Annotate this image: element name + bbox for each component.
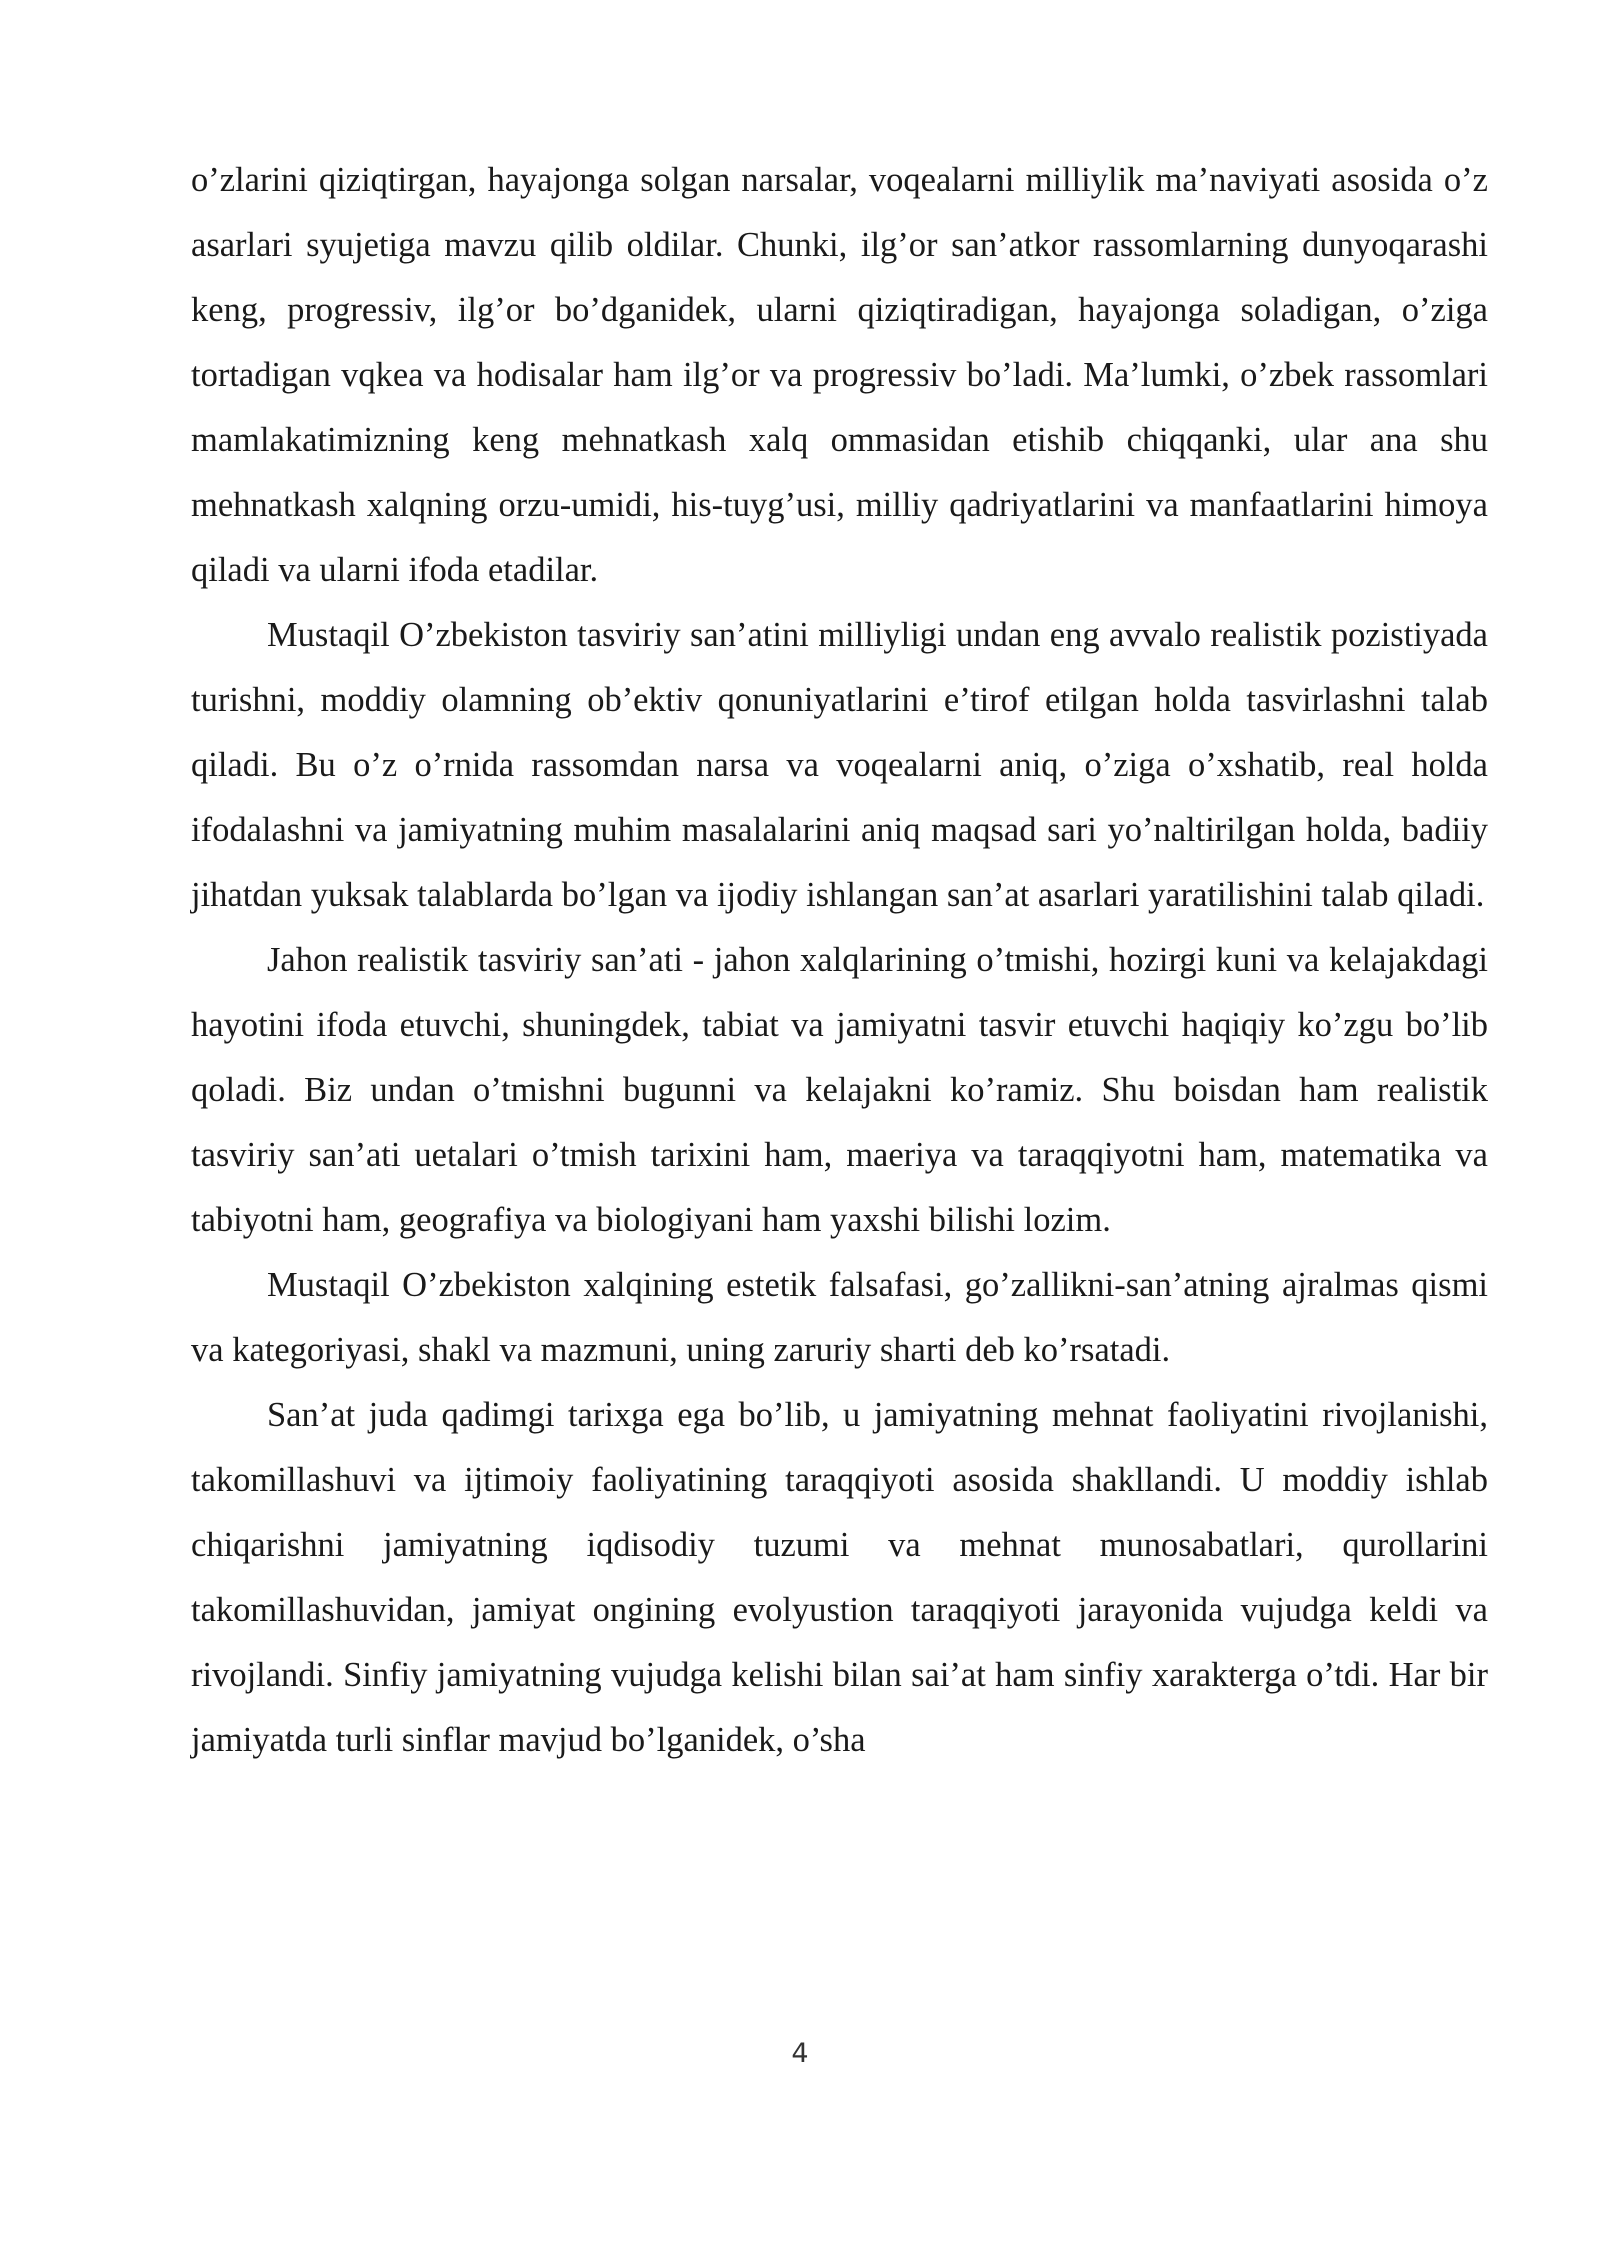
paragraph: Mustaqil O’zbekiston tasviriy san’atini milliyligi undan eng avvalo realistik pozistiyada turishni, moddiy olamning ob’ektiv qonuniyatlarini e’tirof etilgan holda tasvirlashni talab qiladi. Bu o’z o’rnida rassomdan narsa va voqealarni aniq, o’ziga o’xshatib, real holda ifodalashni va jamiyatning muhim masalalarini aniq maqsad sari yo’naltirilgan holda, badiiy jihatdan yuksak talablarda bo’lgan va ijodiy ishlangan san’at asarlari yaratilishini talab qiladi. [191, 616, 1488, 914]
paragraph: San’at juda qadimgi tarixga ega bo’lib, u jamiyatning mehnat faoliyatini rivojlanishi, takomillashuvi va ijtimoiy faoliyatining taraqqiyoti asosida shakllandi. U moddiy ishlab chiqarishni jamiyatning iqdisodiy tuzumi va mehnat munosabatlari, qurollarini takomillashuvidan, jamiyat ongining evolyustion taraqqiyoti jarayonida vujudga keldi va rivojlandi. Sinfiy jamiyatning vujudga kelishi bilan sai’at ham sinfiy xarakterga o’tdi. Har bir jamiyatda turli sinflar mavjud bo’lganidek, o’sha [191, 1396, 1488, 1759]
page-number: 4 [791, 2038, 809, 2069]
body-text [191, 148, 1488, 1773]
paragraph-continuation: o’zlarini qiziqtirgan, hayajonga solgan narsalar, voqealarni milliylik ma’naviyati asosida o’z asarlari syujetiga mavzu qilib oldilar. Chunki, ilg’or san’atkor rassomlarning dunyoqarashi keng, progressiv, ilg’or bo’dganidek, ularni qiziqtiradigan, hayajonga soladigan, o’ziga tortadigan vqkea va hodisalar ham ilg’or va progressiv bo’ladi. Ma’lumki, o’zbek rassomlari mamlakatimizning keng mehnatkash xalq ommasidan etishib chiqqanki, ular ana shu mehnatkash xalqning orzu-umidi, his-tuyg’usi, milliy qadriyatlarini va manfaatlarini himoya qiladi va ularni ifoda etadilar. [191, 161, 1488, 589]
paragraph: Mustaqil O’zbekiston xalqining estetik falsafasi, go’zallikni-san’atning ajralmas qismi va kategoriyasi, shakl va mazmuni, uning zaruriy sharti deb ko’rsatadi. [191, 1266, 1488, 1369]
paragraph: Jahon realistik tasviriy san’ati - jahon xalqlarining o’tmishi, hozirgi kuni va kelajakdagi hayotini ifoda etuvchi, shuningdek, tabiat va jamiyatni tasvir etuvchi haqiqiy ko’zgu bo’lib qoladi. Biz undan o’tmishni bugunni va kelajakni ko’ramiz. Shu boisdan ham realistik tasviriy san’ati uetalari o’tmish tarixini ham, maeriya va taraqqiyotni ham, matematika va tabiyotni ham, geografiya va biologiyani ham yaxshi bilishi lozim. [191, 941, 1488, 1239]
